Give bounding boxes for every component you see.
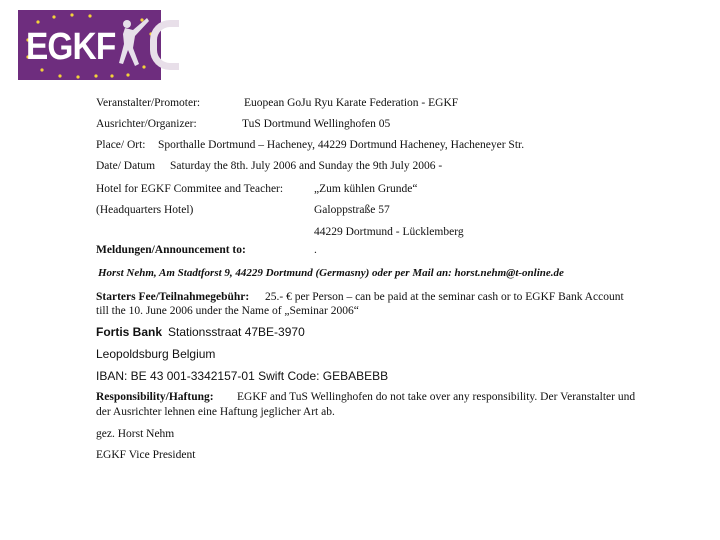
promoter-value: Euopean GoJu Ryu Karate Federation - EGKF <box>244 97 459 109</box>
organizer-value: TuS Dortmund Wellinghofen 05 <box>242 118 391 130</box>
organizer-label: Ausrichter/Organizer: <box>96 118 197 130</box>
iban: IBAN: BE 43 001-3342157-01 Swift Code: GEBABEBB <box>96 369 389 383</box>
announce-dot: . <box>314 244 317 256</box>
date-label: Date/ Datum <box>96 160 156 172</box>
announce-label: Meldungen/Announcement to: <box>96 244 246 256</box>
signer-title: EGKF Vice President <box>96 449 196 461</box>
place-value: Sporthalle Dortmund – Hacheney, 44229 Dortmund Hacheney, Hacheneyer Str. <box>158 139 525 151</box>
fee-value: 25.- € per Person – can be paid at the seminar cash or to EGKF Bank Account <box>265 291 624 303</box>
hotel-city: 44229 Dortmund - Lücklemberg <box>314 226 464 238</box>
bank-city: Leopoldsburg Belgium <box>96 347 216 361</box>
resp-label: Responsibility/Haftung: <box>96 391 214 403</box>
place-label: Place/ Ort: <box>96 139 146 151</box>
karate-kick-icon <box>113 14 153 76</box>
bank-name: Fortis Bank <box>96 325 163 339</box>
resp-value-2: der Ausrichter lehnen eine Haftung jeglicher Art ab. <box>96 406 335 418</box>
fee-value-2: till the 10. June 2006 under the Name of „Seminar 2006“ <box>96 305 359 317</box>
hotel-name: „Zum kühlen Grunde“ <box>314 183 418 195</box>
fee-label: Starters Fee/Teilnahmegebühr: <box>96 291 250 303</box>
logo-arc <box>150 20 179 70</box>
bank-street: Stationsstraat 47BE-3970 <box>168 325 305 339</box>
promoter-label: Veranstalter/Promoter: <box>96 97 201 109</box>
signed: gez. Horst Nehm <box>96 428 175 440</box>
hotel-street: Galoppstraße 57 <box>314 204 390 216</box>
resp-value: EGKF and TuS Wellinghofen do not take over any responsibility. Der Veranstalter und <box>237 391 636 403</box>
date-value: Saturday the 8th. July 2006 and Sunday the 9th July 2006 - <box>170 160 443 172</box>
hq-label: (Headquarters Hotel) <box>96 204 194 216</box>
announce-value: Horst Nehm, Am Stadtforst 9, 44229 Dortmund (Germasny) oder per Mail an: horst.nehm@t-online.de <box>98 267 564 279</box>
egkf-logo <box>18 10 161 80</box>
hotel-label: Hotel for EGKF Commitee and Teacher: <box>96 183 284 195</box>
logo-text: EGKF <box>26 26 116 68</box>
